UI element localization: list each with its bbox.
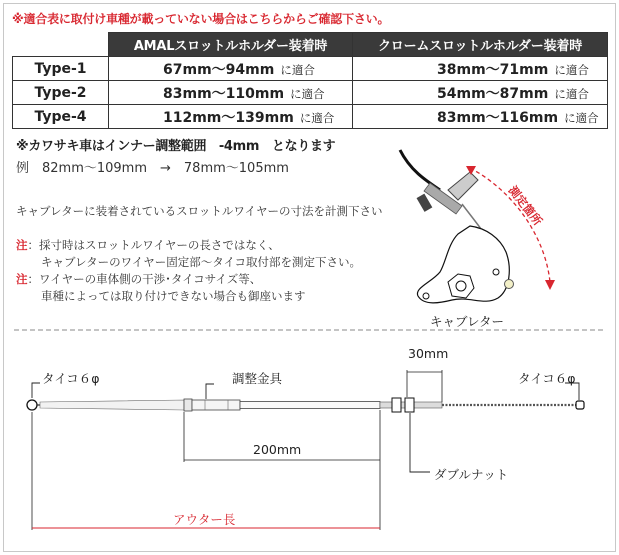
note-text: ：採寸時はスロットルワイヤーの長さではなく、: [27, 238, 280, 252]
dim-30-label: 30mm: [408, 346, 449, 361]
dim-200-label: 200mm: [253, 442, 302, 457]
outer-length-label: アウター長: [173, 512, 236, 527]
double-nut-label: ダブルナット: [434, 467, 509, 482]
fit-label: に適合: [554, 62, 589, 77]
fit-label: に適合: [554, 86, 589, 101]
fit-label: に適合: [280, 62, 315, 77]
note-text: ：ワイヤーの車体側の干渉･タイコサイズ等、: [27, 272, 262, 286]
cable-housing: [400, 150, 440, 190]
right-tip-label: タイコ６φ: [518, 371, 576, 386]
carburetor-label: キャブレター: [430, 314, 505, 329]
outer-housing: [240, 402, 380, 409]
chrome-range: 38mm～71mm: [437, 61, 549, 78]
row-type: Type-1: [13, 57, 109, 81]
adjuster-nut: [417, 194, 433, 212]
chrome-range: 83mm～116mm: [437, 109, 559, 126]
cable-diagram: [27, 370, 584, 530]
row-type: Type-2: [13, 81, 109, 105]
amal-range: 112mm～139mm: [163, 109, 294, 126]
lever-hole: [493, 269, 499, 275]
cable-bracket: [448, 172, 478, 200]
note-mark: 注: [16, 238, 28, 252]
adjuster-collar: [184, 399, 192, 411]
amal-range: 67mm～94mm: [163, 61, 275, 78]
right-barrel-end: [576, 401, 584, 409]
fit-label: に適合: [564, 110, 599, 125]
note-mark: 注: [16, 272, 28, 286]
lever-hole: [423, 293, 429, 299]
double-nut-leader: [410, 413, 430, 472]
measure-arrow-bottom: [545, 280, 555, 290]
note-line: 車種によっては取り付けできない場合も御座います: [41, 289, 306, 303]
header-chrome: クロームスロットルホルダー装着時: [353, 33, 608, 57]
adjuster-leader: [206, 384, 214, 399]
left-tip-leader: [32, 383, 40, 398]
double-nut-2: [405, 398, 414, 412]
kawasaki-note: ※カワサキ車はインナー調整範囲 -4mm となります: [16, 139, 336, 154]
amal-range: 83mm～110mm: [163, 85, 285, 102]
adjuster-label: 調整金具: [232, 371, 283, 386]
left-barrel-end: [27, 400, 37, 410]
top-note-link[interactable]: ※適合表に取付け車種が載っていない場合はこちらからご確認下さい。: [12, 12, 390, 26]
row-type: Type-4: [13, 105, 109, 129]
fit-label: に適合: [290, 86, 325, 101]
double-nut-1: [392, 398, 401, 412]
fit-label: に適合: [299, 110, 335, 125]
cable-end-barrel: [505, 280, 514, 289]
measure-label: 測定箇所: [505, 183, 545, 229]
carburetor-illustration: [400, 150, 555, 303]
left-tapered-sleeve: [40, 400, 184, 410]
measure-instruction: キャブレターに装着されているスロットルワイヤーの寸法を計測下さい: [16, 204, 383, 218]
lever-bolt: [456, 281, 466, 291]
left-tip-label: タイコ６φ: [42, 371, 100, 386]
note-line: キャブレターのワイヤー固定部～タイコ取付部を測定下さい。: [41, 255, 362, 269]
example-conversion: 例 82mm～109mm → 78mm～105mm: [16, 161, 289, 176]
header-amal: AMALスロットルホルダー装着時: [109, 33, 353, 57]
chrome-range: 54mm～87mm: [437, 85, 549, 102]
adjuster-fitting: [192, 400, 240, 410]
